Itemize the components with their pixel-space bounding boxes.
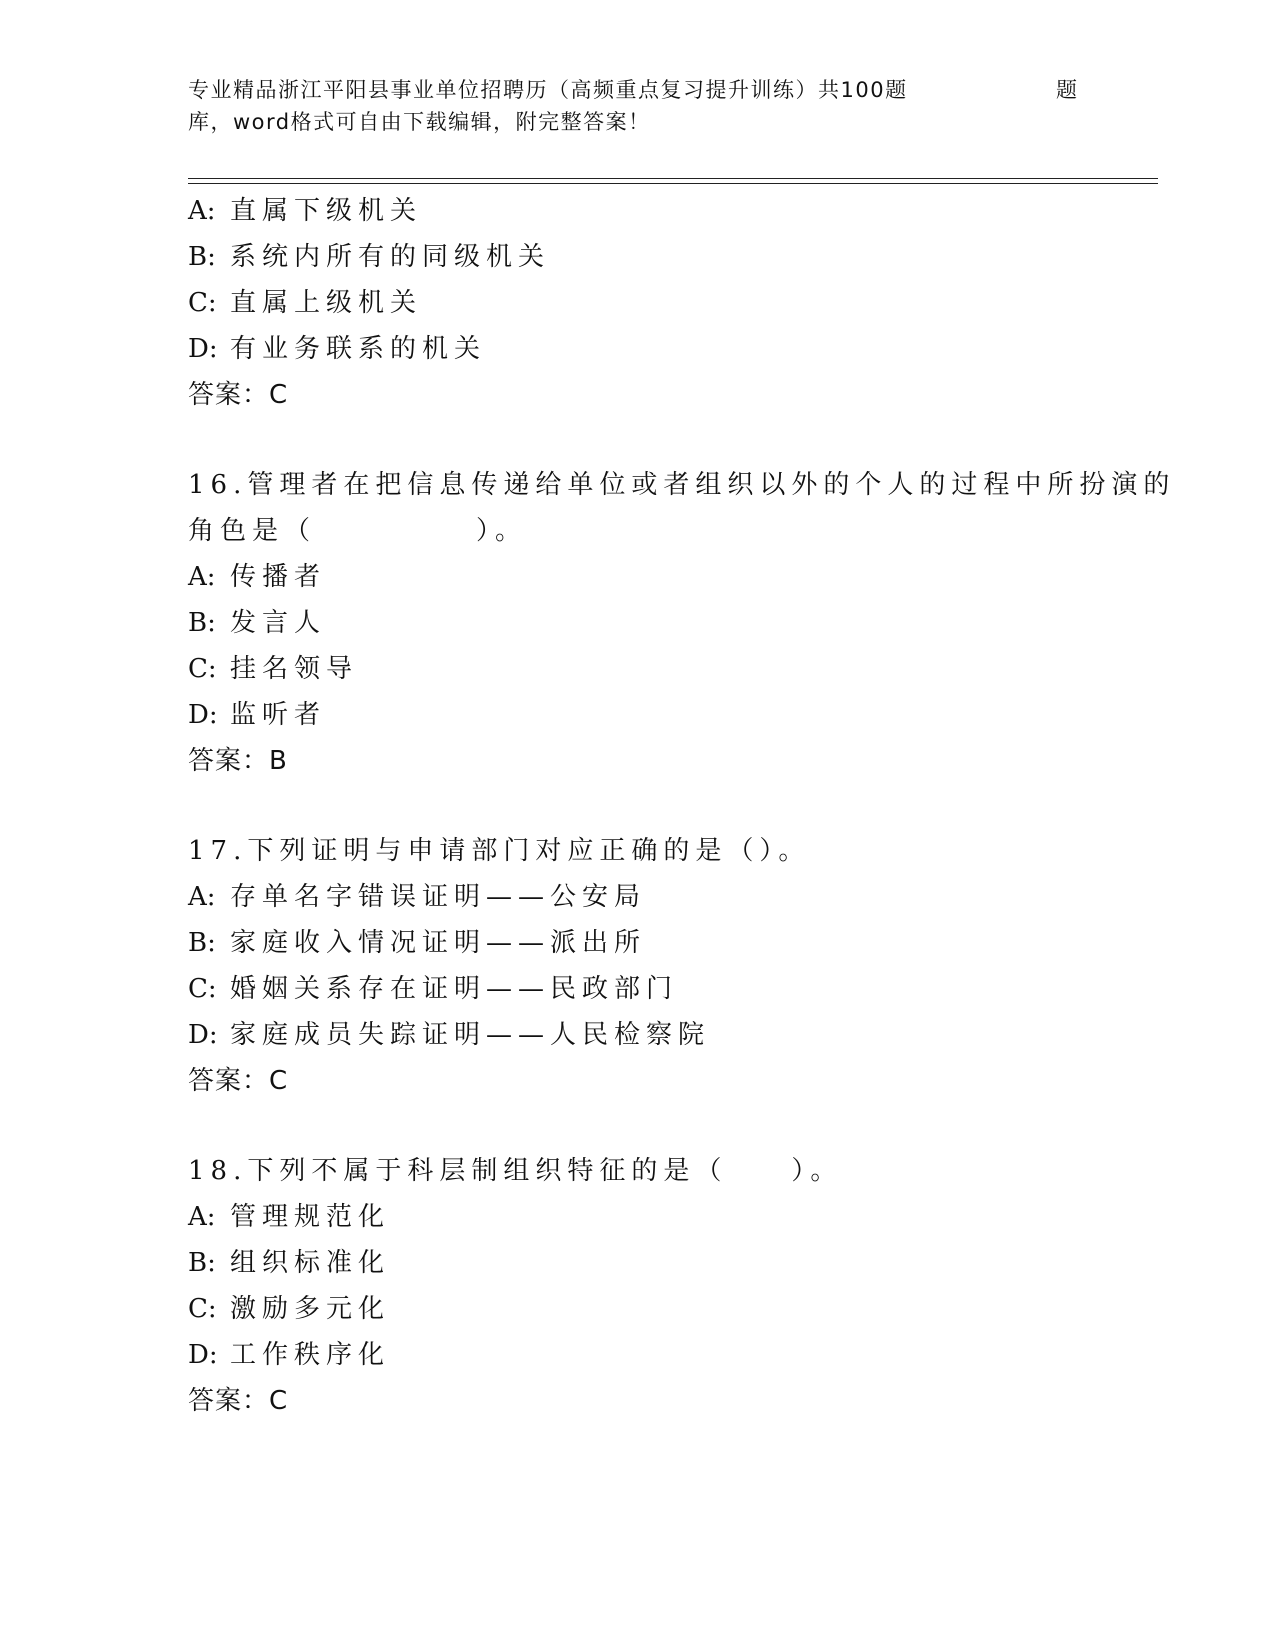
question-16 <box>188 462 1176 784</box>
option-text: 家庭成员失踪证明——人民检察院 <box>230 1020 711 1050</box>
option-letter: D: <box>188 1020 218 1050</box>
option-text: 传播者 <box>230 562 327 592</box>
prev-question-block <box>188 188 1088 418</box>
spacer <box>188 418 1088 462</box>
answer-line: 答案：C <box>188 1386 289 1416</box>
option-letter: B: <box>188 242 216 272</box>
question-content <box>188 188 1176 1424</box>
option-text: 监听者 <box>230 700 327 730</box>
header-line-1 <box>188 74 1088 106</box>
option-letter: A: <box>188 196 216 226</box>
option-d <box>188 1332 1088 1378</box>
option-letter: C: <box>188 654 217 684</box>
header-title-text: 专业精品浙江平阳县事业单位招聘历（高频重点复习提升训练）共100题 <box>188 78 908 102</box>
option-letter: C: <box>188 288 217 318</box>
answer-line: 答案：B <box>188 746 288 776</box>
question-stem: 16.管理者在把信息传递给单位或者组织以外的个人的过程中所扮演的 <box>188 470 1176 500</box>
option-text: 婚姻关系存在证明——民政部门 <box>230 974 679 1004</box>
option-text: 直属上级机关 <box>230 288 423 318</box>
option-letter: B: <box>188 928 216 958</box>
option-c <box>188 966 1088 1012</box>
option-text: 激励多元化 <box>230 1294 391 1324</box>
option-letter: D: <box>188 1340 218 1370</box>
answer-line: 答案：C <box>188 1066 289 1096</box>
option-text: 存单名字错误证明——公安局 <box>230 882 647 912</box>
option-b <box>188 1240 1088 1286</box>
question-stem: 17.下列证明与申请部门对应正确的是（）。 <box>188 836 811 866</box>
question-18 <box>188 1148 1088 1424</box>
option-text: 组织标准化 <box>230 1248 391 1278</box>
option-d <box>188 1012 1088 1058</box>
option-d <box>188 326 1088 372</box>
option-b <box>188 920 1088 966</box>
option-letter: D: <box>188 334 218 364</box>
spacer <box>188 784 1088 828</box>
option-text: 工作秩序化 <box>230 1340 391 1370</box>
option-text: 系统内所有的同级机关 <box>230 242 551 272</box>
option-c <box>188 646 1088 692</box>
header-divider-bottom <box>188 183 1158 184</box>
option-c <box>188 280 1088 326</box>
option-letter: A: <box>188 1202 216 1232</box>
option-a <box>188 188 1088 234</box>
option-text: 有业务联系的机关 <box>230 334 487 364</box>
option-text: 发言人 <box>230 608 327 638</box>
spacer <box>188 1104 1088 1148</box>
header-divider-top <box>188 178 1158 179</box>
option-letter: A: <box>188 562 216 592</box>
header-title-tail: 题 <box>1056 78 1079 102</box>
answer-line: 答案：C <box>188 380 289 410</box>
option-b <box>188 234 1088 280</box>
option-text: 家庭收入情况证明——派出所 <box>230 928 647 958</box>
document-header <box>188 74 1088 138</box>
option-letter: A: <box>188 882 216 912</box>
option-letter: C: <box>188 1294 217 1324</box>
option-letter: B: <box>188 608 216 638</box>
option-text: 挂名领导 <box>230 654 359 684</box>
option-text: 直属下级机关 <box>230 196 423 226</box>
header-line-2: 库，word格式可自由下载编辑，附完整答案！ <box>188 110 651 134</box>
option-c <box>188 1286 1088 1332</box>
option-b <box>188 600 1088 646</box>
option-letter: D: <box>188 700 218 730</box>
question-17 <box>188 828 1088 1104</box>
option-d <box>188 692 1088 738</box>
option-letter: C: <box>188 974 217 1004</box>
option-a <box>188 1194 1088 1240</box>
question-stem: 18.下列不属于科层制组织特征的是（ ）。 <box>188 1156 843 1186</box>
option-letter: B: <box>188 1248 216 1278</box>
option-text: 管理规范化 <box>230 1202 391 1232</box>
option-a <box>188 874 1088 920</box>
option-a <box>188 554 1088 600</box>
question-stem: 角色是（ ）。 <box>188 516 528 546</box>
